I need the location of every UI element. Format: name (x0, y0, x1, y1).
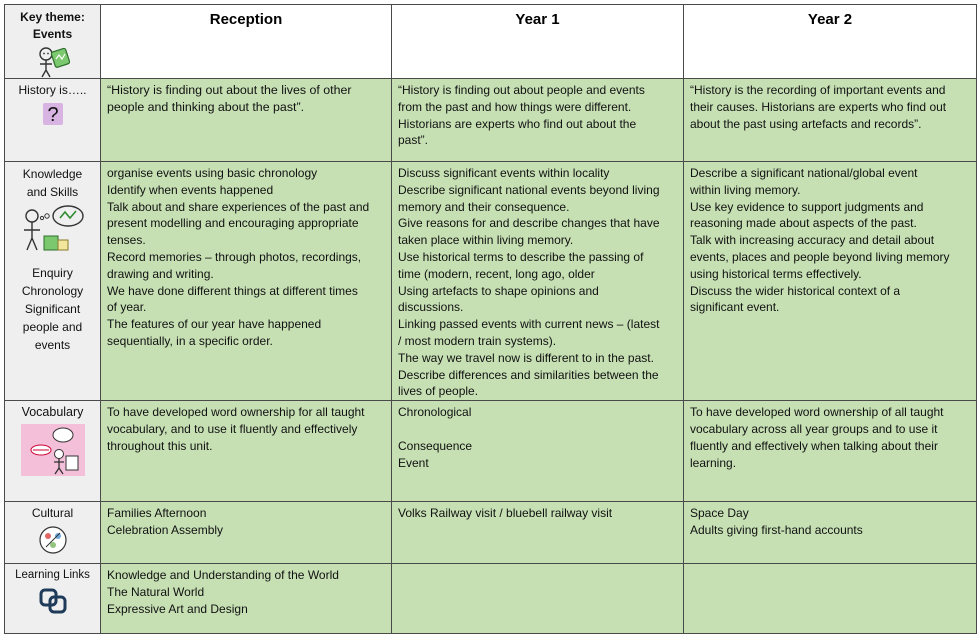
links-year1-cell (392, 564, 684, 634)
cultural-year2-cell (684, 502, 977, 564)
row-sub-line: Significant (24, 302, 81, 316)
row-label-cell (5, 564, 101, 634)
text-line: within living memory. (690, 182, 801, 197)
text-line: To have developed word ownership for all taught (107, 405, 365, 420)
row-sub-line: Chronology (21, 284, 84, 298)
text-line: “History is finding out about people and events (398, 83, 645, 97)
key-theme-label: Key theme: (20, 10, 85, 24)
history-year1-cell (392, 79, 684, 162)
text-line: Describe a significant national/global event (690, 166, 918, 180)
text-line: Record memories – through photos, recordings, (107, 249, 362, 264)
text-line: throughout this unit. (107, 438, 213, 453)
key-theme-table (4, 4, 977, 634)
cultural-year1-cell (392, 502, 684, 564)
corner-cell (5, 5, 101, 79)
learning-links-row (5, 564, 977, 634)
text-line: Event (398, 455, 429, 470)
text-line: Describe significant national events beyond living (398, 182, 660, 197)
links-year2-cell (684, 564, 977, 634)
text-line: past”. (398, 133, 429, 148)
cultural-reception-cell (101, 502, 392, 564)
text-line: Describe differences and similarities between the (398, 367, 659, 382)
row-label-cell (5, 79, 101, 162)
text-line: organise events using basic chronology (107, 166, 318, 180)
row-label: History is….. (18, 83, 87, 97)
text-line: taken place within living memory. (398, 233, 574, 248)
text-line: / most modern train systems). (398, 333, 557, 348)
text-line: drawing and writing. (107, 266, 214, 281)
text-line: using historical terms effectively. (690, 266, 862, 281)
vocabulary-year2-cell (684, 401, 977, 502)
knowledge-year2-cell (684, 162, 977, 401)
history-year2-cell (684, 79, 977, 162)
text-line: present modelling and encouraging appropriate (107, 216, 359, 231)
text-line: people and thinking about the past”. (107, 100, 305, 114)
text-line: Chronological (398, 405, 472, 420)
knowledge-year1-cell (392, 162, 684, 401)
row-label-cell (5, 502, 101, 564)
column-header-reception: Reception (101, 5, 392, 79)
blank-line (398, 421, 677, 438)
vocabulary-year1-cell (392, 401, 684, 502)
text-line: “History is the recording of important events and (690, 83, 946, 97)
text-line: The features of our year have happened (107, 317, 322, 332)
text-line: tenses. (107, 233, 146, 248)
question-mark-icon (42, 102, 64, 126)
text-line: Using artefacts to shape opinions and (398, 283, 599, 298)
cultural-row (5, 502, 977, 564)
knowledge-reception-cell (101, 162, 392, 401)
row-label: Learning Links (15, 569, 90, 582)
text-line: “History is finding out about the lives of other (107, 83, 352, 97)
text-line: Give reasons for and describe changes that have (398, 216, 660, 231)
text-line: Adults giving first-hand accounts (690, 522, 863, 537)
text-line: The Natural World (107, 584, 205, 599)
links-reception-cell (101, 564, 392, 634)
row-label-cell (5, 401, 101, 502)
text-line: significant event. (690, 300, 780, 315)
text-line: Talk with increasing accuracy and detail about (690, 233, 935, 248)
row-label: Cultural (31, 506, 74, 521)
text-line: Use historical terms to describe the passing of (398, 249, 644, 264)
text-line: Celebration Assembly (107, 522, 224, 537)
text-line: Historians are experts who find out about the (398, 116, 637, 131)
knowledge-skills-row (5, 162, 977, 401)
text-line: learning. (690, 455, 737, 470)
text-line: fluently and effectively when talking about their (690, 438, 938, 453)
culture-circle-icon (38, 525, 68, 555)
text-line: reasoning made about aspects of the past. (690, 216, 917, 231)
text-line: memory and their consequence. (398, 199, 570, 214)
text-line: vocabulary across all year groups and to use it (690, 421, 938, 436)
key-theme-value: Events (32, 27, 73, 41)
text-line: We have done different things at different times (107, 283, 358, 298)
text-line: Talk about and share experiences of the past and (107, 199, 370, 214)
column-header-year1: Year 1 (392, 5, 684, 79)
row-label-line: and Skills (26, 185, 79, 199)
text-line: of year. (107, 300, 147, 315)
text-line: The way we travel now is different to in the past. (398, 350, 654, 365)
svg-text:?: ? (46, 104, 59, 126)
link-icon (38, 587, 68, 615)
text-line: their causes. Historians are experts who find out (690, 99, 947, 114)
text-line: Identify when events happened (107, 182, 274, 197)
history-reception-cell (101, 79, 392, 162)
text-line: vocabulary, and to use it fluently and effectively (107, 421, 358, 436)
person-with-ideas-icon (20, 204, 86, 260)
text-line: events, places and people beyond living memory (690, 249, 950, 264)
text-line: Linking passed events with current news – (latest (398, 317, 660, 332)
row-sub-line: people and (22, 320, 83, 334)
text-line: Expressive Art and Design (107, 601, 248, 616)
text-line: Use key evidence to support judgments and (690, 199, 924, 214)
history-is-row (5, 79, 977, 162)
text-line: Volks Railway visit / bluebell railway visit (398, 506, 613, 521)
row-sub-line: Enquiry (32, 266, 73, 280)
row-sub-line: events (34, 338, 71, 352)
text-line: To have developed word ownership of all taught (690, 405, 944, 420)
vocabulary-row (5, 401, 977, 502)
text-line: time (modern, recent, long ago, older (398, 266, 595, 281)
vocabulary-reception-cell (101, 401, 392, 502)
text-line: about the past using artefacts and records”. (690, 116, 922, 131)
text-line: Space Day (690, 506, 749, 521)
column-header-year2: Year 2 (684, 5, 977, 79)
row-label-cell (5, 162, 101, 401)
row-label-line: Knowledge (22, 167, 83, 181)
text-line: discussions. (398, 300, 464, 315)
text-line: Discuss significant events within locality (398, 166, 610, 180)
text-line: Consequence (398, 438, 473, 453)
text-line: Families Afternoon (107, 506, 207, 521)
speaking-person-icon (21, 424, 85, 476)
text-line: lives of people. (398, 384, 479, 399)
text-line: sequentially, in a specific order. (107, 333, 273, 348)
text-line: Knowledge and Understanding of the World (107, 568, 339, 583)
text-line: Discuss the wider historical context of a (690, 283, 901, 298)
row-label: Vocabulary (21, 405, 84, 420)
text-line: from the past and how things were different. (398, 99, 632, 114)
header-row (5, 5, 977, 79)
thinking-person-icon (36, 46, 70, 78)
